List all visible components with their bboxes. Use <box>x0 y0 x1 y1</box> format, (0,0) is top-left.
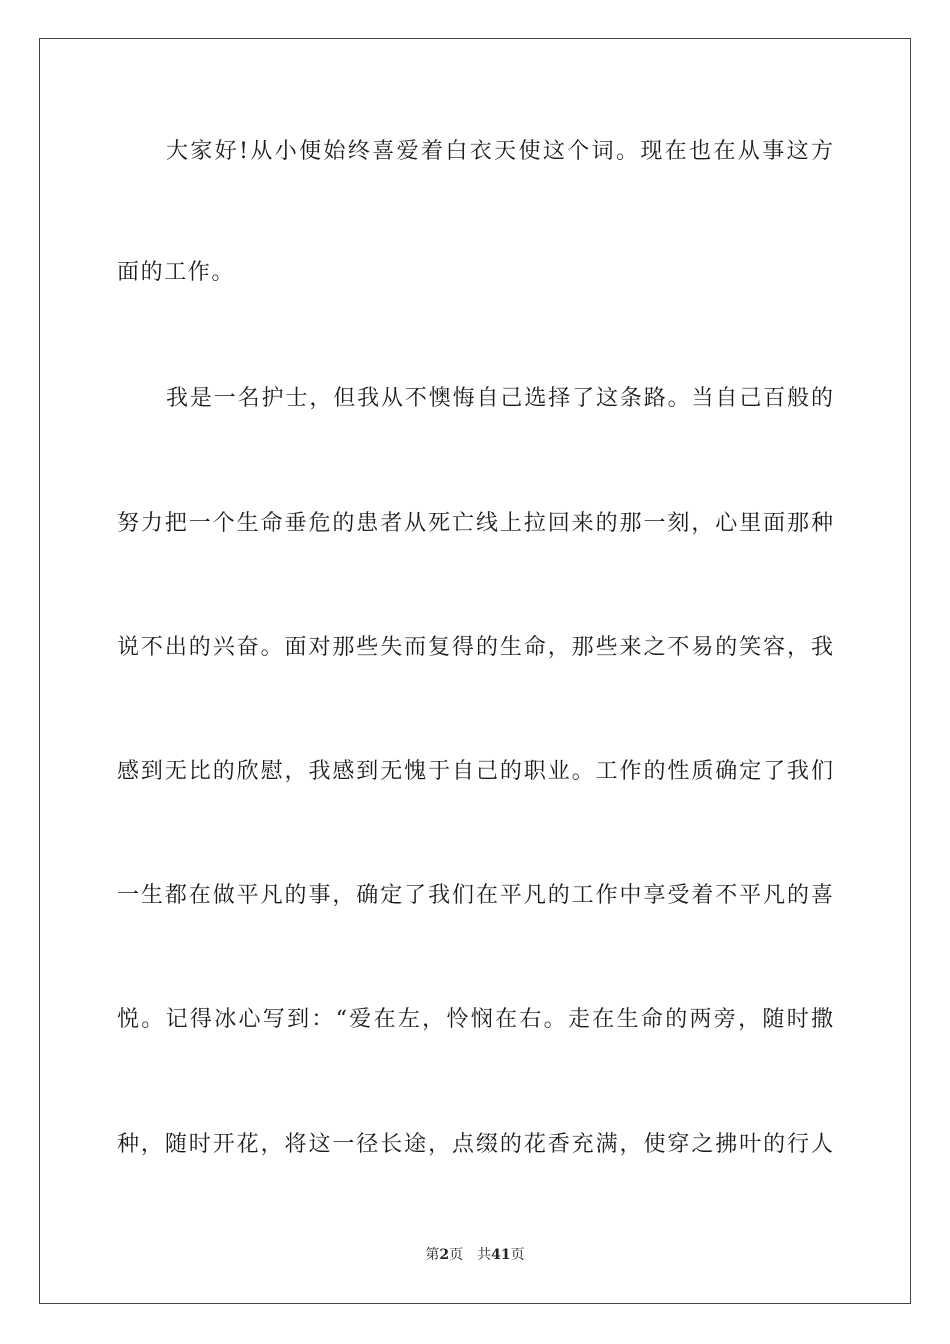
page-prefix: 第 <box>425 1247 440 1263</box>
paragraph-line-9: 种，随时开花，将这一径长途，点缀的花香充满，使穿之拂叶的行人 <box>117 1132 833 1157</box>
total-suffix: 页 <box>510 1247 525 1263</box>
total-pages: 41 <box>491 1247 511 1263</box>
paragraph-line-2: 面的工作。 <box>117 260 236 285</box>
paragraph-line-1: 大家好!从小便始终喜爱着白衣天使这个词。现在也在从事这方 <box>166 139 833 164</box>
page-suffix: 页 <box>449 1247 464 1263</box>
paragraph-line-8: 悦。记得冰心写到：“爱在左，怜悯在右。走在生命的两旁，随时撒 <box>117 1007 833 1032</box>
page-number: 2 <box>439 1247 450 1263</box>
paragraph-line-5: 说不出的兴奋。面对那些失而复得的生命，那些来之不易的笑容，我 <box>117 635 833 660</box>
paragraph-line-4: 努力把一个生命垂危的患者从死亡线上拉回来的那一刻，心里面那种 <box>117 511 833 536</box>
total-prefix: 共 <box>477 1247 492 1263</box>
paragraph-line-7: 一生都在做平凡的事，确定了我们在平凡的工作中享受着不平凡的喜 <box>117 883 833 908</box>
paragraph-line-6: 感到无比的欣慰，我感到无愧于自己的职业。工作的性质确定了我们 <box>117 759 833 784</box>
paragraph-line-3: 我是一名护士，但我从不懊悔自己选择了这条路。当自己百般的 <box>166 386 833 411</box>
page-footer <box>0 1246 950 1264</box>
page-frame <box>39 38 911 1304</box>
